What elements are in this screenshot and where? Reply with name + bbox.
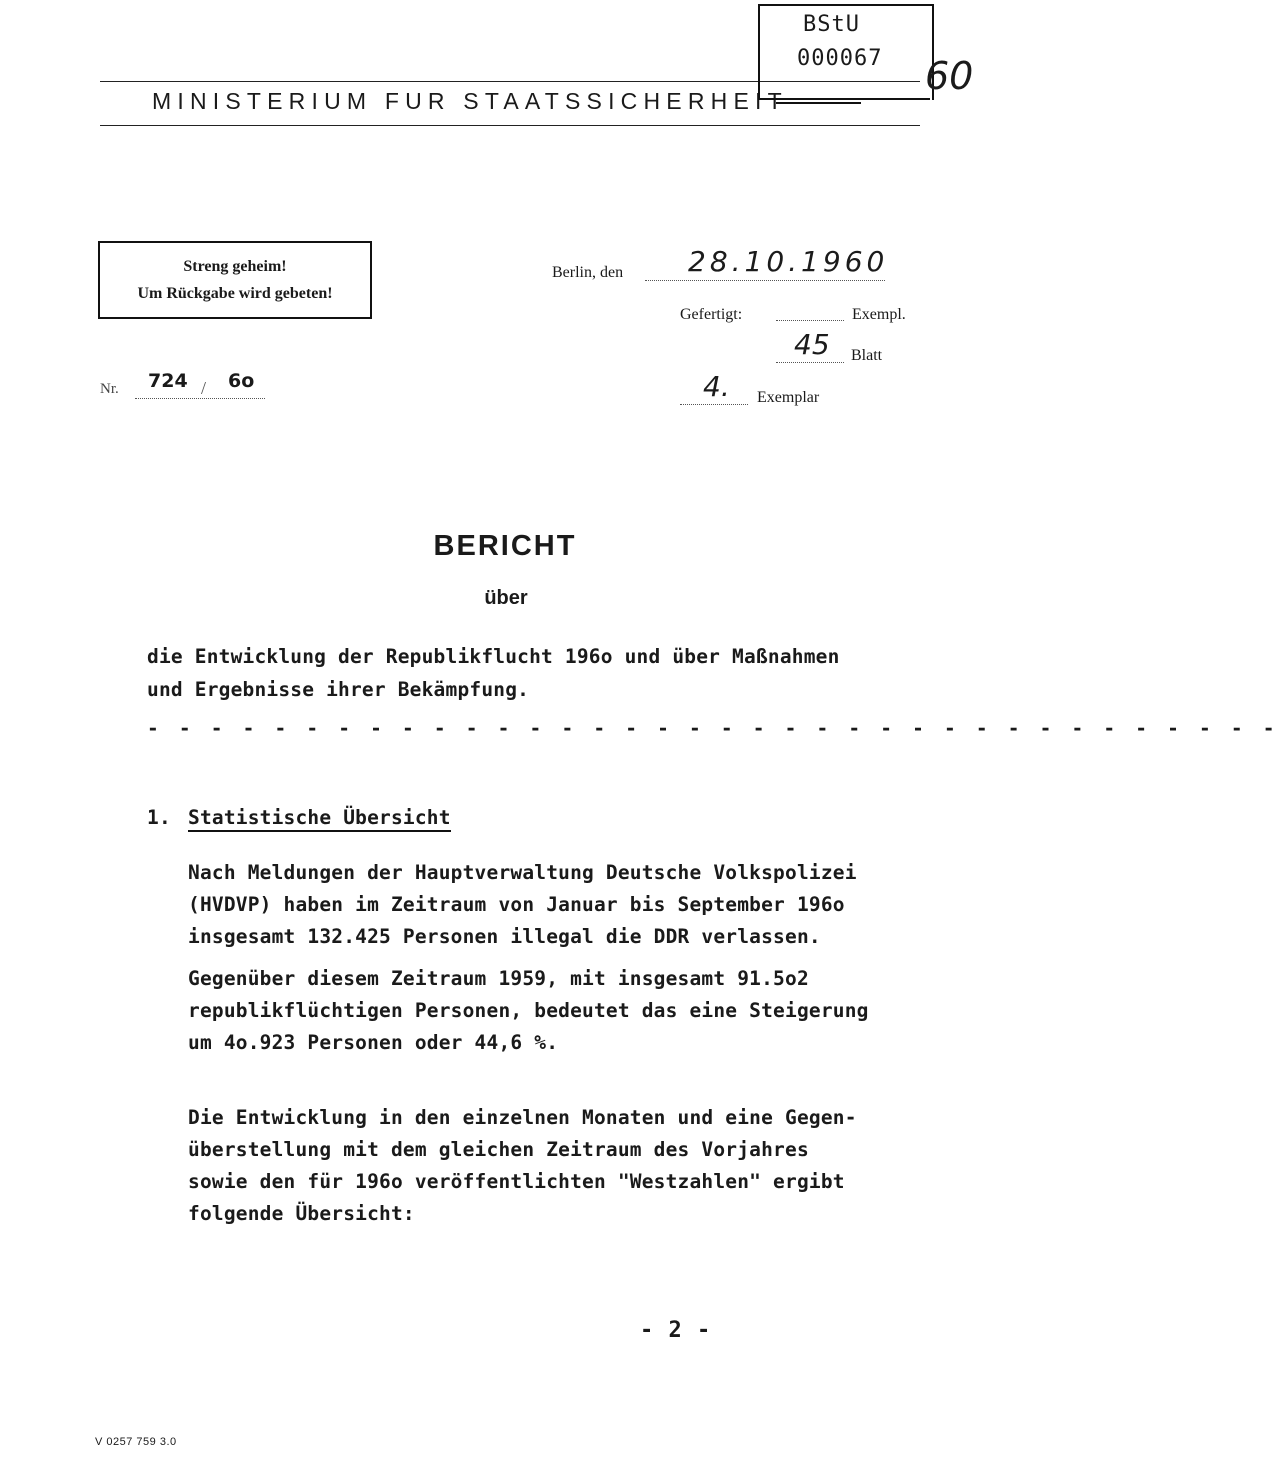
section-heading: Statistische Übersicht [188,806,451,832]
prepared-dotted-line [776,320,844,321]
paragraph-2-line: Gegenüber diesem Zeitraum 1959, mit insgesamt 91.5o2 [188,967,809,990]
copy-label: Exemplar [757,389,820,406]
document-number: 724 [148,370,188,392]
handwritten-sheet-number: 60 [925,54,974,98]
copies-label: Exempl. [852,306,906,323]
report-subtitle: über [484,587,528,609]
archive-stamp-bottom-rule [758,98,930,100]
sheet-label: Blatt [851,347,883,364]
paragraph-3-line: folgende Übersicht: [188,1202,415,1225]
topic-line-2: und Ergebnisse ihrer Bekämpfung. [147,678,530,701]
classification-line-1: Streng geheim! [183,258,287,275]
number-dotted-line [135,398,265,399]
number-label: Nr. [100,381,119,397]
archive-stamp-number: 000067 [797,46,883,71]
dashed-separator: - - - - - - - - - - - - - - - - - - - - - - - - - - - - - - - - - - - - [147,717,1279,740]
paragraph-1-line: (HVDVP) haben im Zeitraum von Januar bis September 196o [188,893,845,916]
paragraph-1-line: Nach Meldungen der Hauptverwaltung Deutsche Volkspolizei [188,861,857,884]
sheet-dotted-line [776,362,844,363]
paragraph-3-line: überstellung mit dem gleichen Zeitraum des Vorjahres [188,1138,809,1161]
handwritten-copy-number: 4. [703,370,730,403]
topic-line-1: die Entwicklung der Republikflucht 196o und über Maßnahmen [147,645,840,668]
header-rule-bottom [100,125,920,126]
paragraph-1-line: insgesamt 132.425 Personen illegal die DDR verlassen. [188,925,821,948]
handwritten-date: 28.10.1960 [688,245,889,278]
document-year: 6o [228,370,255,392]
paragraph-2-line: republikflüchtigen Personen, bedeutet das eine Steigerung [188,999,869,1022]
date-dotted-line [645,280,885,281]
ministry-strikethrough [776,102,861,104]
prepared-label: Gefertigt: [680,306,743,323]
paragraph-3-line: Die Entwicklung in den einzelnen Monaten und eine Gegen- [188,1106,857,1129]
archive-stamp-label: BStU [803,12,860,37]
page-number: - 2 - [640,1318,712,1343]
ministry-heading: MINISTERIUM FUR STAATSSICHERHEIT [152,88,788,114]
form-code: V 0257 759 3.0 [95,1436,177,1448]
section-number: 1. [147,806,171,829]
classification-box [98,241,372,319]
paragraph-2-line: um 4o.923 Personen oder 44,6 %. [188,1031,559,1054]
report-title: BERICHT [433,530,577,562]
handwritten-sheet-count: 45 [794,328,830,361]
number-separator: / [201,378,207,398]
copy-dotted-line [680,404,748,405]
paragraph-3-line: sowie den für 196o veröffentlichten "Westzahlen" ergibt [188,1170,845,1193]
classification-line-2: Um Rückgabe wird gebeten! [137,285,333,302]
place-date-label: Berlin, den [552,264,624,281]
